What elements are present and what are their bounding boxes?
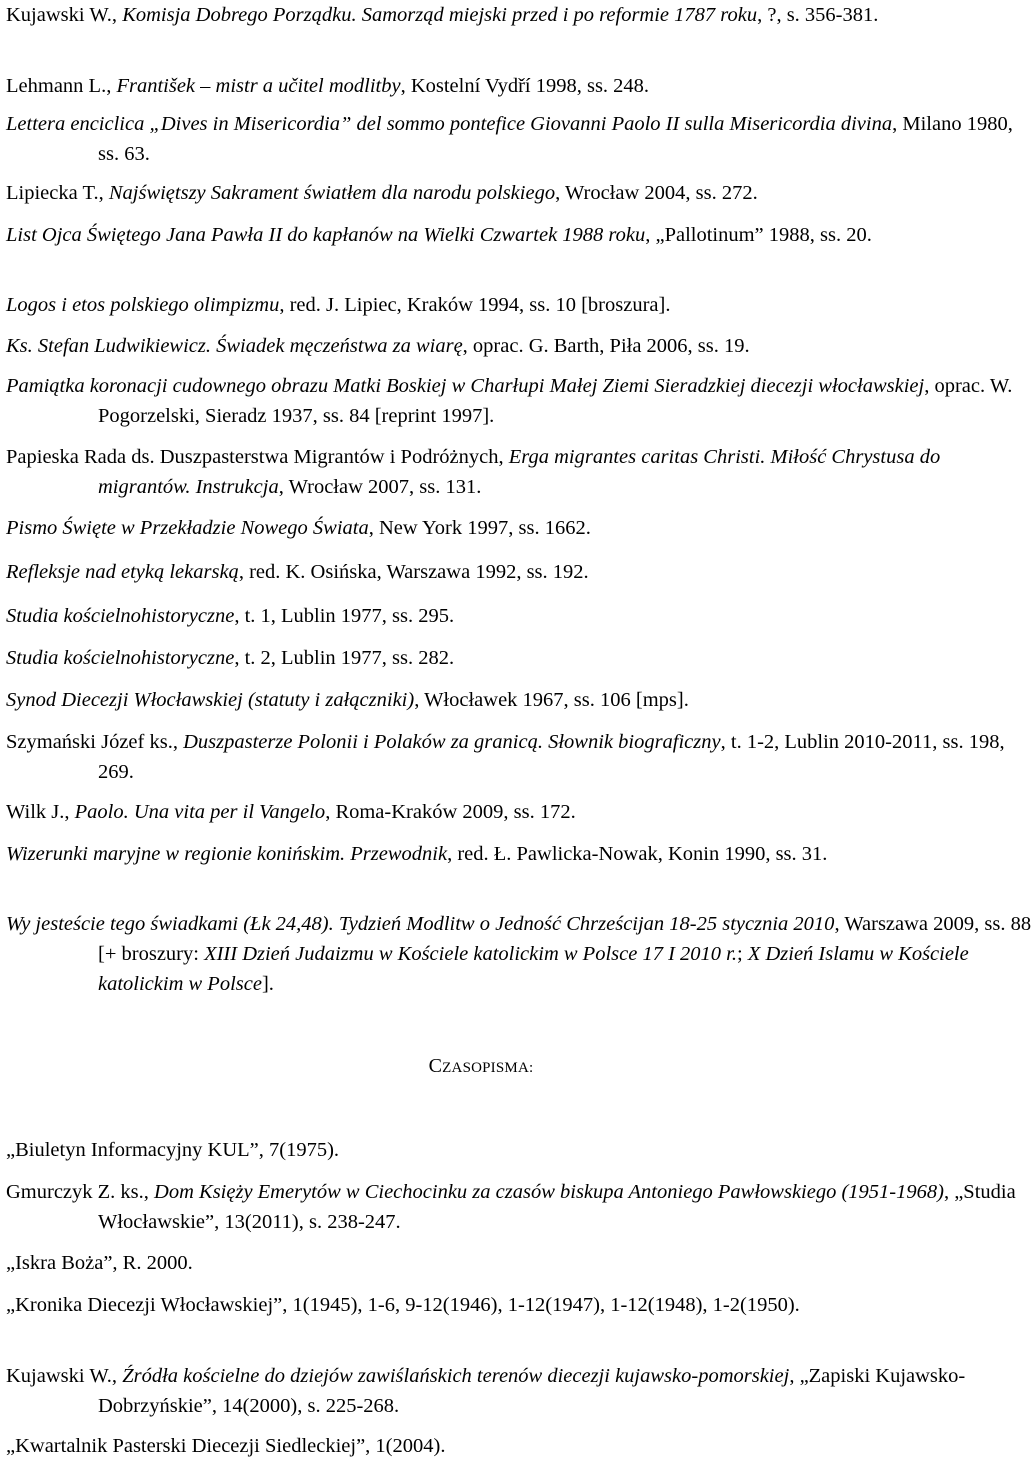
- bib-entry-kronika: „Kronika Diecezji Włocławskiej”, 1(1945), 1-6, 9-12(1946), 1-12(1947), 1-12(1948), 1-2(1950).: [6, 1294, 800, 1316]
- bib-entry-szymanski: Szymański Józef ks., Duszpasterze Polonii i Polaków za granicą. Słownik biograficzny, t. 1-2, Lublin 2010-2011, ss. 198, 269.: [6, 731, 1005, 783]
- bib-entry-kujawski-zrodla: Kujawski W., Źródła kościelne do dziejów zawiślańskich terenów diecezji kujawsko-pomorskiej, „Zapiski Kujawsko-Dobrzyńskie”, 14(2000), s. 225-268.: [6, 1365, 966, 1417]
- bib-entry-iskra-boza: „Iskra Boża”, R. 2000.: [6, 1252, 193, 1274]
- bib-entry-pamiatka: Pamiątka koronacji cudownego obrazu Matki Boskiej w Charłupi Małej Ziemi Sieradzkiej diecezji włocławskiej, oprac. W. Pogorzelski, Sieradz 1937, ss. 84 [reprint 1997].: [6, 375, 1013, 427]
- bib-entry-ludwikiewicz: Ks. Stefan Ludwikiewicz. Świadek męczeństwa za wiarę, oprac. G. Barth, Piła 2006, ss. 19.: [6, 335, 750, 357]
- bib-entry-studia-t2: Studia kościelnohistoryczne, t. 2, Lublin 1977, ss. 282.: [6, 647, 455, 669]
- bib-entry-studia-t1: Studia kościelnohistoryczne, t. 1, Lublin 1977, ss. 295.: [6, 605, 455, 627]
- bib-entry-papieska-rada: Papieska Rada ds. Duszpasterstwa Migrantów i Podróżnych, Erga migrantes caritas Christi. Miłość Chrystusa do migrantów. Instrukcja, Wrocław 2007, ss. 131.: [6, 446, 941, 498]
- bib-entry-refleksje: Refleksje nad etyką lekarską, red. K. Osińska, Warszawa 1992, ss. 192.: [6, 561, 589, 583]
- bib-entry-wilk: Wilk J., Paolo. Una vita per il Vangelo, Roma-Kraków 2009, ss. 172.: [6, 801, 576, 823]
- section-heading-czasopisma: CZASOPISMA:: [428, 1055, 534, 1077]
- bib-entry-wizerunki: Wizerunki maryjne w regionie konińskim. Przewodnik, red. Ł. Pawlicka-Nowak, Konin 1990, ss. 31.: [6, 843, 828, 865]
- bib-entry-biuletyn: „Biuletyn Informacyjny KUL”, 7(1975).: [6, 1139, 340, 1161]
- bib-entry-synod: Synod Diecezji Włocławskiej (statuty i załączniki), Włocławek 1967, ss. 106 [mps].: [6, 689, 689, 711]
- bib-entry-pismo-swiete: Pismo Święte w Przekładzie Nowego Świata, New York 1997, ss. 1662.: [6, 517, 591, 539]
- bib-entry-gmurczyk: Gmurczyk Z. ks., Dom Księży Emerytów w Ciechocinku za czasów biskupa Antoniego Pawłowskiego (1951-1968), „Studia Włocławskie”, 13(2011), s. 238-247.: [6, 1181, 1016, 1233]
- bib-entry-logos: Logos i etos polskiego olimpizmu, red. J. Lipiec, Kraków 1994, ss. 10 [broszura].: [6, 294, 671, 316]
- bib-entry-lehmann: Lehmann L., František – mistr a učitel modlitby, Kostelní Vydří 1998, ss. 248.: [6, 75, 650, 97]
- bib-entry-lettera-enciclica: Lettera enciclica „Dives in Misericordia” del sommo pontefice Giovanni Paolo II sulla Misericordia divina, Milano 1980, ss. 63.: [6, 113, 1013, 165]
- bib-entry-kwartalnik: „Kwartalnik Pasterski Diecezji Siedleckiej”, 1(2004).: [6, 1435, 446, 1457]
- bib-entry-kujawski-komisja: Kujawski W., Komisja Dobrego Porządku. Samorząd miejski przed i po reformie 1787 roku, ?, s. 356-381.: [6, 4, 879, 26]
- bib-entry-wy-jestescie: Wy jesteście tego świadkami (Łk 24,48). Tydzień Modlitw o Jedność Chrześcijan 18-25 stycznia 2010, Warszawa 2009, ss. 88 [+ broszury: XIII Dzień Judaizmu w Kościele katolickim w Polsce 17 I 2010 r.; X Dzień Islamu w Kościele katolickim w Polsce].: [6, 913, 1032, 995]
- bib-entry-list-ojca: List Ojca Świętego Jana Pawła II do kapłanów na Wielki Czwartek 1988 roku, „Pallotinum” 1988, ss. 20.: [6, 224, 872, 246]
- bib-entry-lipiecka: Lipiecka T., Najświętszy Sakrament światłem dla narodu polskiego, Wrocław 2004, ss. 272.: [6, 182, 758, 204]
